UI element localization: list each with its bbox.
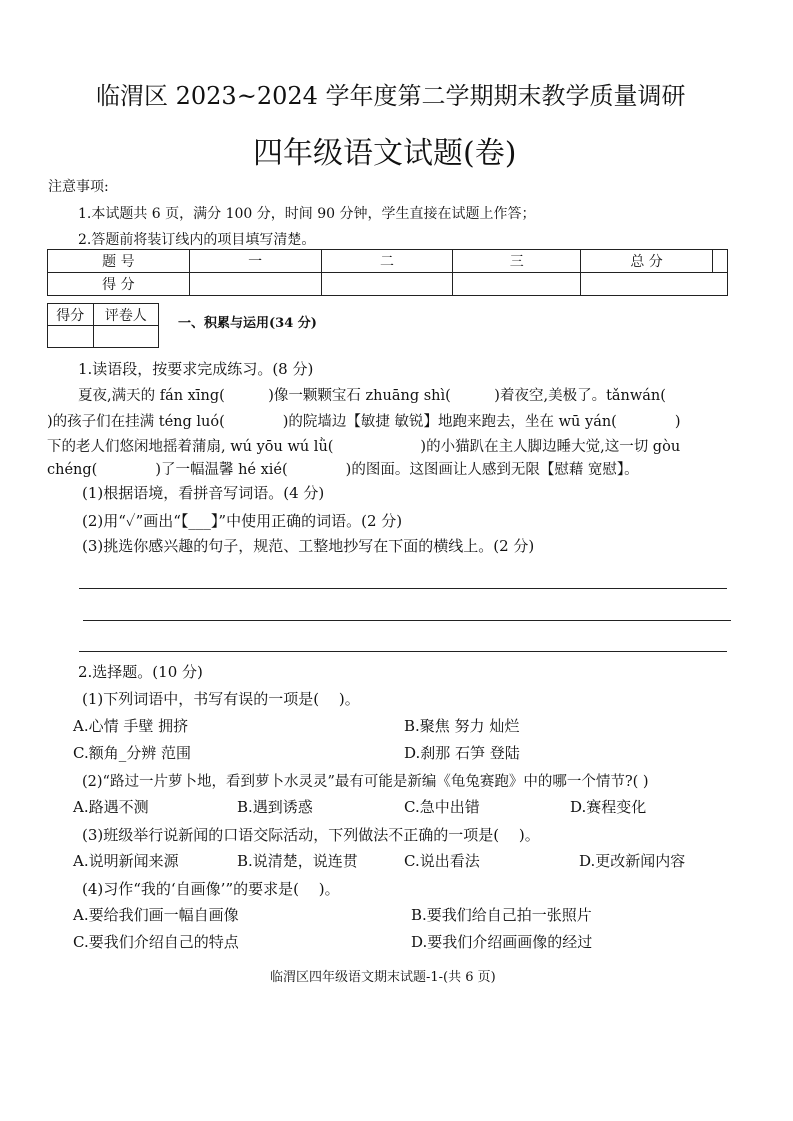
answer-line[interactable] <box>83 620 731 621</box>
grader-score-cell[interactable] <box>48 326 94 348</box>
mc-stem: (1)下列词语中，书写有误的一项是( )。 <box>82 690 360 708</box>
grader-name-label: 评卷人 <box>93 304 158 326</box>
mc-option[interactable]: B.要我们给自己拍一张照片 <box>411 906 592 924</box>
passage-line: chéng( )了一幅温馨 hé xié( )的图面。这图画让人感到无限【慰藉 宽慰】。 <box>47 462 639 478</box>
sub-question: (1)根据语境，看拼音写词语。(4 分) <box>82 484 325 502</box>
mc-stem: (4)习作“我的‘自画像’”的要求是( )。 <box>82 880 340 898</box>
mc-option[interactable]: A.路遇不测 <box>73 798 149 816</box>
mc-option[interactable]: A.说明新闻来源 <box>73 852 179 870</box>
score-header-cell: 总 分 <box>581 250 713 273</box>
mc-option[interactable]: D.赛程变化 <box>570 798 647 816</box>
mc-option[interactable]: D.更改新闻内容 <box>579 852 686 870</box>
mc-stem: (3)班级举行说新闻的口语交际活动，下列做法不正确的一项是( )。 <box>82 826 540 844</box>
notes-heading: 注意事项: <box>48 179 109 195</box>
score-input-cell[interactable] <box>321 273 453 296</box>
mc-option[interactable]: C.急中出错 <box>404 798 480 816</box>
mc-option[interactable]: A.要给我们画一幅自画像 <box>73 906 239 924</box>
notes-item: 1.本试题共 6 页，满分 100 分，时间 90 分钟，学生直接在试题上作答； <box>78 206 536 222</box>
section-heading: 一、积累与运用(34 分) <box>178 316 317 331</box>
score-header-cell: 二 <box>321 250 453 273</box>
score-extra-cell <box>712 250 727 273</box>
score-header-cell: 一 <box>189 250 321 273</box>
score-input-cell[interactable] <box>453 273 581 296</box>
passage-line: 下的老人们悠闲地摇着蒲扇, wú yōu wú lǜ( )的小猫趴在主人脚边睡大觉,这一切 gòu <box>47 439 681 455</box>
sub-question: (3)挑选你感兴趣的句子，规范、工整地抄写在下面的横线上。(2 分) <box>82 537 535 555</box>
sub-question: (2)用“✓”画出“【___】”中使用正确的词语。(2 分) <box>82 512 403 530</box>
score-header-cell: 三 <box>453 250 581 273</box>
mc-option[interactable]: B.说清楚，说连贯 <box>237 852 358 870</box>
grader-name-cell[interactable] <box>93 326 158 348</box>
question-title: 1.读语段，按要求完成练习。(8 分) <box>78 360 314 378</box>
exam-title: 临渭区 2023~2024 学年度第二学期期末教学质量调研 <box>96 82 686 110</box>
answer-line[interactable] <box>79 588 727 589</box>
passage-line: 夏夜,满天的 fán xīng( )像一颗颗宝石 zhuāng shì( )着夜空,美极了。tǎnwán( <box>78 388 666 404</box>
mc-option[interactable]: C.额角_分辨 范围 <box>73 744 191 762</box>
score-table <box>47 249 728 296</box>
page-footer: 临渭区四年级语文期末试题-1-(共 6 页) <box>270 970 496 985</box>
mc-option[interactable]: C.要我们介绍自己的特点 <box>73 933 239 951</box>
grader-score-label: 得分 <box>48 304 94 326</box>
notes-item: 2.答题前将装订线内的项目填写清楚。 <box>78 232 316 248</box>
score-input-cell[interactable] <box>189 273 321 296</box>
score-row-label: 得 分 <box>48 273 190 296</box>
mc-option[interactable]: C.说出看法 <box>404 852 480 870</box>
score-header-cell: 题 号 <box>48 250 190 273</box>
answer-line[interactable] <box>79 651 727 652</box>
grader-box <box>47 303 159 348</box>
score-input-cell[interactable] <box>581 273 728 296</box>
exam-subtitle: 四年级语文试题(卷) <box>253 136 517 171</box>
mc-option[interactable]: D.刹那 石笋 登陆 <box>404 744 520 762</box>
passage-line: )的孩子们在挂满 téng luó( )的院墙边【敏捷 敏锐】地跑来跑去，坐在 wū yán( ) <box>47 414 681 430</box>
mc-stem: (2)“路过一片萝卜地，看到萝卜水灵灵”最有可能是新编《龟兔赛跑》中的哪一个情节?( ) <box>82 774 649 790</box>
mc-option[interactable]: A.心情 手壁 拥挤 <box>73 717 189 735</box>
question-title: 2.选择题。(10 分) <box>78 663 203 681</box>
mc-option[interactable]: D.要我们介绍画画像的经过 <box>411 933 593 951</box>
mc-option[interactable]: B.遇到诱惑 <box>237 798 313 816</box>
mc-option[interactable]: B.聚焦 努力 灿烂 <box>404 717 520 735</box>
